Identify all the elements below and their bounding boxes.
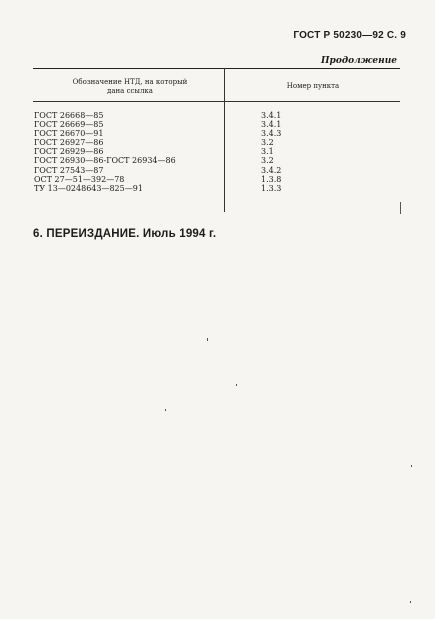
continued-label: Продолжение: [321, 56, 397, 66]
col-header-section: Номер пункта: [286, 82, 340, 90]
table-top-rule: [33, 68, 400, 69]
table-right-tick: [400, 202, 401, 214]
row-section: 3.4.1: [261, 120, 282, 130]
col-header-document-line2: дана ссылка: [107, 86, 153, 95]
row-document: ГОСТ 26670—91: [34, 129, 104, 139]
scan-speck: [410, 601, 411, 603]
scan-speck: [165, 409, 166, 411]
scan-speck: [207, 338, 208, 341]
scan-speck: [411, 465, 412, 467]
scan-speck: [236, 384, 237, 386]
row-section: 1.3.8: [261, 174, 282, 184]
row-section: 3.1: [261, 147, 274, 157]
table-header-rule: [33, 101, 400, 102]
row-document: ГОСТ 26669—85: [34, 120, 104, 130]
reissue-note: 6. ПЕРЕИЗДАНИЕ. Июль 1994 г.: [33, 228, 217, 240]
row-section: 1.3.3: [261, 183, 282, 193]
row-document: ОСТ 27—51—392—78: [34, 174, 125, 184]
row-section: 3.2: [261, 156, 274, 166]
row-document: ТУ 13—0248643—825—91: [34, 183, 143, 193]
row-document: ГОСТ 26929—86: [34, 147, 104, 157]
row-section: 3.4.2: [261, 165, 282, 175]
row-document: ГОСТ 27543—87: [34, 165, 104, 175]
row-section: 3.2: [261, 138, 274, 148]
row-document: ГОСТ 26668—85: [34, 111, 104, 120]
col-header-document-line1: Обозначение НТД, на который: [72, 78, 188, 86]
row-document: ГОСТ 26930—86-ГОСТ 26934—86: [34, 156, 176, 166]
document-reference: ГОСТ Р 50230—92 С. 9: [293, 30, 406, 41]
column-separator: [224, 68, 225, 212]
row-section: 3.4.3: [261, 129, 282, 139]
row-section: 3.4.1: [261, 111, 282, 120]
row-document: ГОСТ 26927—86: [34, 138, 104, 148]
col-header-document: [40, 78, 220, 95]
